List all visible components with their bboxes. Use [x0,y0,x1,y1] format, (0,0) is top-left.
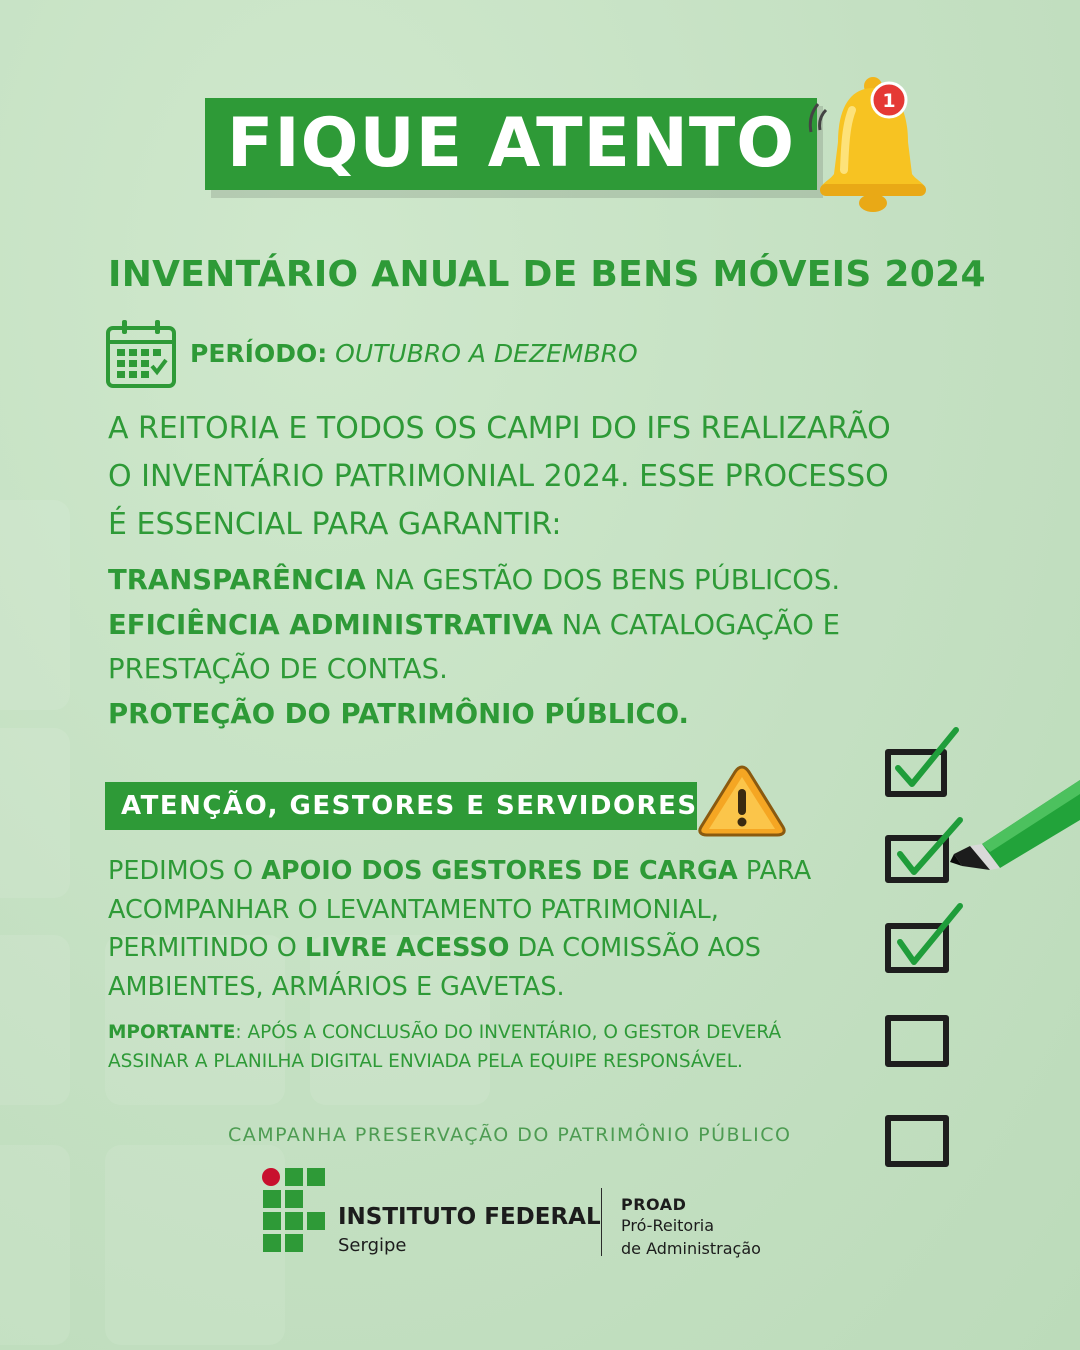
request-text: DA COMISSÃO AOS [509,933,761,963]
request-text: PERMITINDO O [108,933,305,963]
check-mark [900,820,960,872]
unit-acronym: PROAD [621,1195,687,1214]
goal-text: NA GESTÃO DOS BENS PÚBLICOS. [365,564,841,596]
institution-name: INSTITUTO FEDERAL [338,1204,601,1230]
pen-icon [950,780,1080,870]
request-keyword: LIVRE ACESSO [304,933,510,963]
background-tile [0,728,70,898]
unit-name-line1: Pró-Reitoria [621,1216,715,1235]
bell-icon [808,70,938,215]
check-mark [898,730,956,784]
header-banner [205,98,817,190]
request-line [108,929,868,968]
request-text: PARA [737,856,812,886]
intro-line: O INVENTÁRIO PATRIMONIAL 2024. ESSE PROCESSO [108,459,889,494]
goal-efficiency-cont: PRESTAÇÃO DE CONTAS. [108,653,448,685]
checklist-illustration [870,720,1080,1180]
period [190,339,638,368]
important-note [108,1018,868,1076]
footer-divider [601,1188,602,1256]
intro-paragraph [108,405,928,549]
background-tile [0,1145,70,1345]
check-mark [900,906,960,962]
period-value: OUTUBRO A DEZEMBRO [335,339,638,368]
request-paragraph [108,852,868,1006]
intro-line: É ESSENCIAL PARA GARANTIR: [108,507,562,542]
campaign-slogan: CAMPANHA PRESERVAÇÃO DO PATRIMÔNIO PÚBLICO [228,1124,792,1146]
request-line: ACOMPANHAR O LEVANTAMENTO PATRIMONIAL, [108,894,719,925]
important-text: : APÓS A CONCLUSÃO DO INVENTÁRIO, O GESTOR DEVERÁ [235,1022,782,1043]
intro-line: A REITORIA E TODOS OS CAMPI DO IFS REALIZARÃO [108,411,891,446]
important-line [108,1018,868,1047]
background-tile [105,1145,285,1345]
campus-name: Sergipe [338,1235,407,1256]
page-title: INVENTÁRIO ANUAL DE BENS MÓVEIS 2024 [108,254,986,295]
calendar-icon [104,318,178,390]
request-line [108,852,868,891]
request-text: PEDIMOS O [108,856,262,886]
goal-keyword: EFICIÊNCIA ADMINISTRATIVA [108,608,553,641]
goal-keyword: TRANSPARÊNCIA [108,564,366,596]
important-line: ASSINAR A PLANILHA DIGITAL ENVIADA PELA EQUIPE RESPONSÁVEL. [108,1051,743,1072]
goal-transparency [108,558,928,603]
request-line: AMBIENTES, ARMÁRIOS E GAVETAS. [108,971,565,1002]
goal-text: NA CATALOGAÇÃO E [552,608,840,641]
request-keyword: APOIO DOS GESTORES DE CARGA [261,856,738,886]
background-tile [0,500,70,710]
background-tile [0,935,70,1105]
attention-bar [105,782,697,830]
banner-title: FIQUE ATENTO [226,104,796,183]
unit-name-line2: de Administração [621,1239,761,1258]
notification-count: 1 [882,90,896,112]
goal-keyword: PROTEÇÃO DO PATRIMÔNIO PÚBLICO. [108,697,689,730]
goal-protection [108,692,928,737]
goals-list [108,558,928,736]
important-label: MPORTANTE [108,1022,236,1043]
goal-efficiency [108,603,928,648]
attention-title: ATENÇÃO, GESTORES E SERVIDORES [121,791,698,821]
warning-icon [697,763,787,837]
instituto-federal-logo [262,1167,328,1255]
period-label: PERÍODO: [190,339,328,368]
